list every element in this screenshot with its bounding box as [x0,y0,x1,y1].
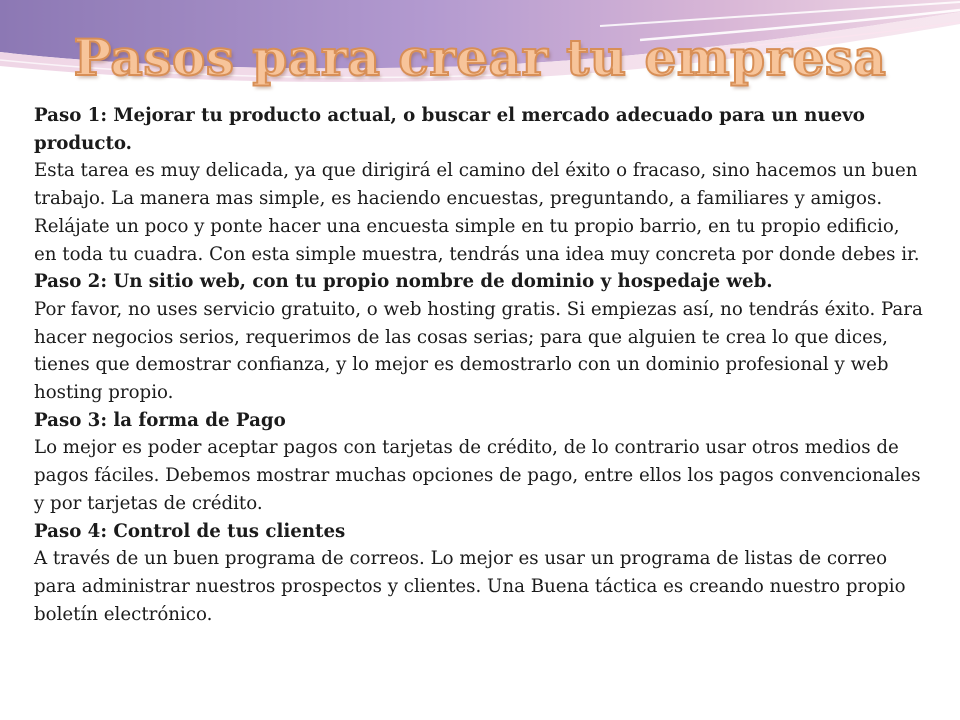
slide-title: Pasos para crear tu empresa [73,28,887,87]
step-4-heading: Paso 4: Control de tus clientes [34,520,346,542]
step-1-paragraph-2: Relájate un poco y ponte hacer una encuesta simple en tu propio barrio, en tu propio edificio, en toda tu cuadra. Con esta simple muestra, tendrás una idea muy concreta por donde debes ir. [34,215,920,265]
step-3-paragraph-1: Lo mejor es poder aceptar pagos con tarjetas de crédito, de lo contrario usar otros medios de pagos fáciles. Debemos mostrar muchas opciones de pago, entre ellos los pagos convencionales y por tarjetas de crédito. [34,437,921,514]
step-2-heading: Paso 2: Un sitio web, con tu propio nombre de dominio y hospedaje web. [34,271,773,293]
step-3-heading: Paso 3: la forma de Pago [34,409,286,431]
step-1-heading: Paso 1: Mejorar tu producto actual, o buscar el mercado adecuado para un nuevo producto. [34,105,865,154]
step-1-paragraph-1: Esta tarea es muy delicada, ya que dirigirá el camino del éxito o fracaso, sino hacemos un buen trabajo. La manera mas simple, es haciendo encuestas, preguntando, a familiares y amigos. [34,160,918,210]
slide-body [34,102,924,628]
step-4-paragraph-1: A través de un buen programa de correos. Lo mejor es usar un programa de listas de correo para administrar nuestros prospectos y clientes. Una Buena táctica es creando nuestro propio boletín electrónico. [34,548,906,625]
step-2-paragraph-1: Por favor, no uses servicio gratuito, o web hosting gratis. Si empiezas así, no tendrás éxito. Para hacer negocios serios, requerimos de las cosas serias; para que alguien te crea lo que dices, tienes que demostrar confianza, y lo mejor es demostrarlo con un dominio profesional y web hosting propio. [34,298,923,404]
